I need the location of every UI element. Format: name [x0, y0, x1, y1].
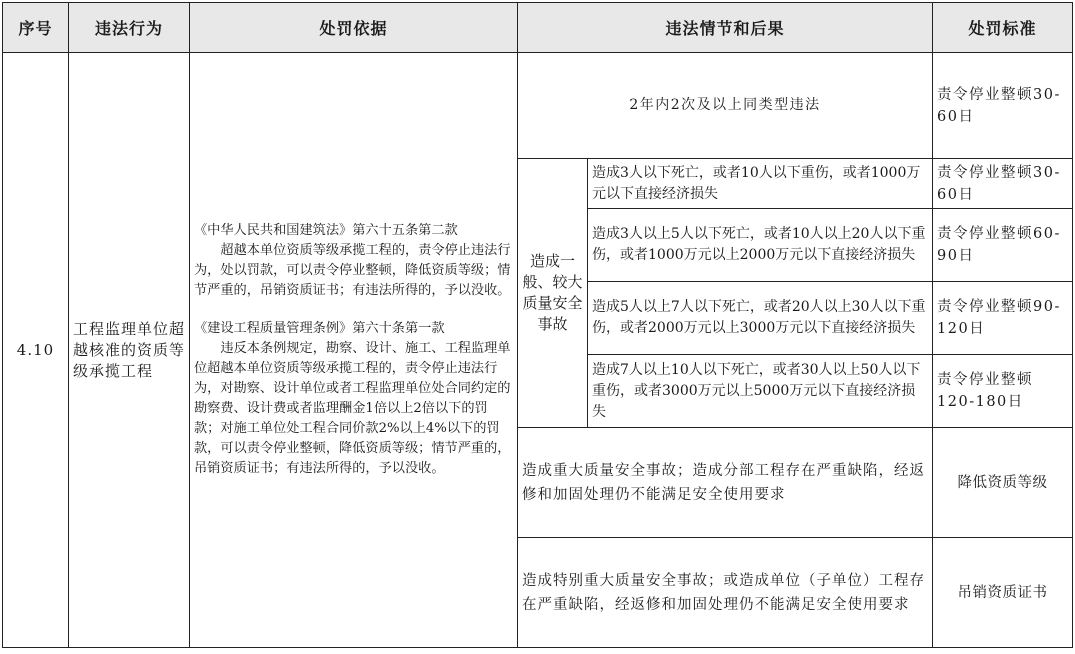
penalty-standard-table: [2, 2, 1073, 648]
penalty-cell: 责令停业整顿120-180日: [933, 355, 1073, 428]
law1-text: 超越本单位资质等级承揽工程的，责令停止违法行为，处以罚款，可以责令停业整顿，降低资质等级；情节严重的，吊销资质证书；有违法所得的，予以没收。: [194, 243, 511, 298]
plot-cell: 造成7人以上10人以下死亡，或者30人以上50人以下重伤，或者3000万元以上5000万元以下直接经济损失: [588, 355, 933, 428]
penalty-cell: 降低资质等级: [933, 428, 1073, 538]
plot-cell: 造成特别重大质量安全事故；或造成单位（子单位）工程存在严重缺陷，经返修和加固处理仍不能满足安全使用要求: [518, 538, 933, 648]
header-penalty: 处罚标准: [933, 3, 1073, 53]
table-row: [3, 53, 1073, 159]
plot-cell: 造成3人以上5人以下死亡，或者10人以上20人以下重伤，或者1000万元以上2000万元以下直接经济损失: [588, 209, 933, 282]
violation-cell: 工程监理单位超越核准的资质等级承揽工程: [69, 53, 190, 648]
header-seq: 序号: [3, 3, 69, 53]
penalty-cell: 责令停业整顿60-90日: [933, 209, 1073, 282]
penalty-cell: 吊销资质证书: [933, 538, 1073, 648]
penalty-cell: 责令停业整顿30-60日: [933, 53, 1073, 159]
header-basis: 处罚依据: [190, 3, 518, 53]
law2-title: 《建设工程质量管理条例》第六十条第一款: [194, 321, 445, 336]
law1-title: 《中华人民共和国建筑法》第六十五条第二款: [194, 223, 458, 238]
plot-cell: 造成重大质量安全事故；造成分部工程存在严重缺陷，经返修和加固处理仍不能满足安全使用要求: [518, 428, 933, 538]
header-row: [3, 3, 1073, 53]
law2-text: 违反本条例规定，勘察、设计、施工、工程监理单位超越本单位资质等级承揽工程的，责令停止违法行为，对勘察、设计单位或者工程监理单位处合同约定的勘察费、设计费或者监理酬金1倍以上2倍以下的罚款；对施工单位处工程合同价款2%以上4%以下的罚款，可以责令停业整顿，降低资质等级；情节严重的，吊销资质证书；有违法所得的，予以没收。: [194, 341, 511, 476]
header-plot: 违法情节和后果: [518, 3, 933, 53]
seq-cell: 4.10: [3, 53, 69, 648]
penalty-cell: 责令停业整顿30-60日: [933, 159, 1073, 209]
header-act: 违法行为: [69, 3, 190, 53]
plot-cell: 2年内2次及以上同类型违法: [518, 53, 933, 159]
category-cell: 造成一般、较大质量安全事故: [518, 159, 588, 428]
plot-cell: 造成5人以上7人以下死亡，或者20人以上30人以下重伤，或者2000万元以上3000万元以下直接经济损失: [588, 282, 933, 355]
penalty-cell: 责令停业整顿90-120日: [933, 282, 1073, 355]
plot-cell: 造成3人以下死亡，或者10人以下重伤，或者1000万元以下直接经济损失: [588, 159, 933, 209]
basis-cell: [190, 53, 518, 648]
